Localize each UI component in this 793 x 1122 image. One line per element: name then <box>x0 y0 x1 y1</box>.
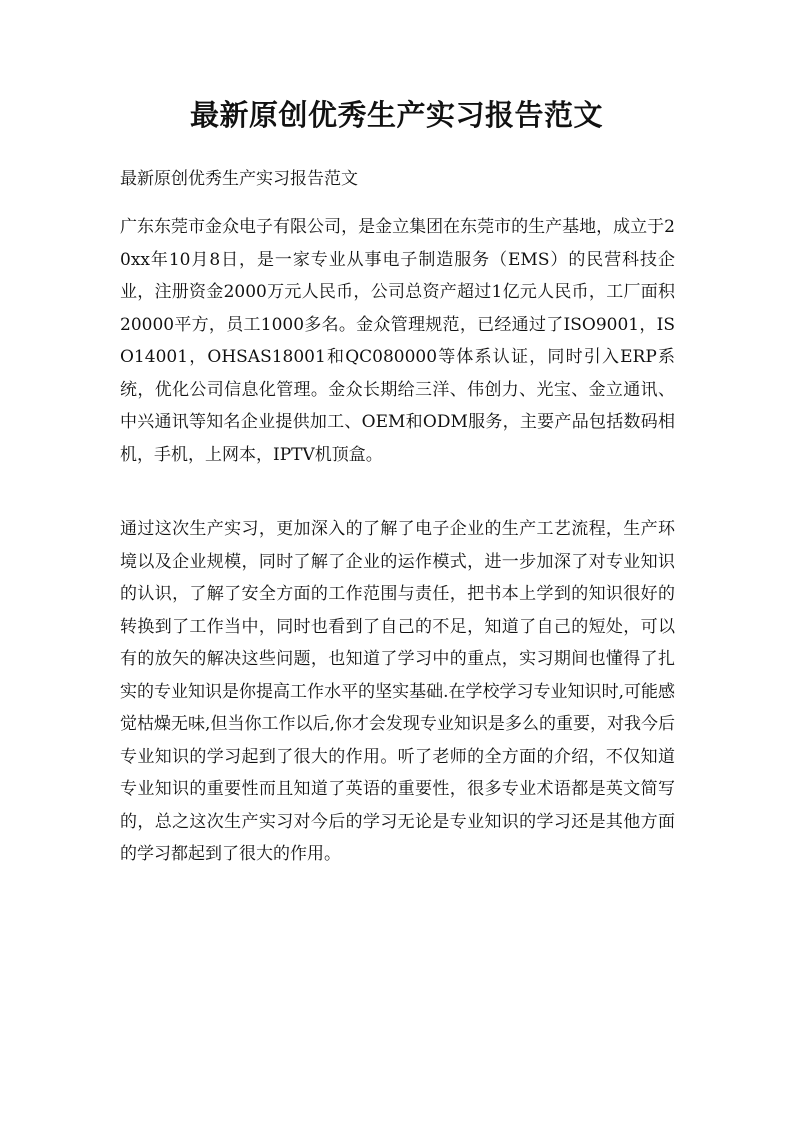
paragraph-internship-reflection: 通过这次生产实习，更加深入的了解了电子企业的生产工艺流程，生产环境以及企业规模，同时了解了企业的运作模式，进一步加深了对专业知识的认识，了解了安全方面的工作范围与责任，把书本上学到的知识很好的转换到了工作当中，同时也看到了自己的不足，知道了自己的短处，可以有的放矢的解决这些问题，也知道了学习中的重点，实习期间也懂得了扎实的专业知识是你提高工作水平的坚实基础.在学校学习专业知识时,可能感觉枯燥无味,但当你工作以后,你才会发现专业知识是多么的重要，对我今后专业知识的学习起到了很大的作用。听了老师的全方面的介绍，不仅知道专业知识的重要性而且知道了英语的重要性，很多专业术语都是英文简写的，总之这次生产实习对今后的学习无论是专业知识的学习还是其他方面的学习都起到了很大的作用。 <box>120 519 675 864</box>
document-title: 最新原创优秀生产实习报告范文 <box>189 98 603 132</box>
paragraph-company-intro: 广东东莞市金众电子有限公司，是金立集团在东莞市的生产基地，成立于20xx年10月8日，是一家专业从事电子制造服务（EMS）的民营科技企业，注册资金2000万元人民币，公司总资产超过1亿元人民币，工厂面积20000平方，员工1000多名。金众管理规范，已经通过了ISO9001，ISO14001，OHSAS18001和QC080000等体系认证，同时引入ERP系统，优化公司信息化管理。金众长期给三洋、伟创力、光宝、金立通讯、中兴通讯等知名企业提供加工、OEM和ODM服务，主要产品包括数码相机，手机，上网本，IPTV机顶盒。 <box>120 217 676 465</box>
document-subtitle: 最新原创优秀生产实习报告范文 <box>120 169 358 189</box>
